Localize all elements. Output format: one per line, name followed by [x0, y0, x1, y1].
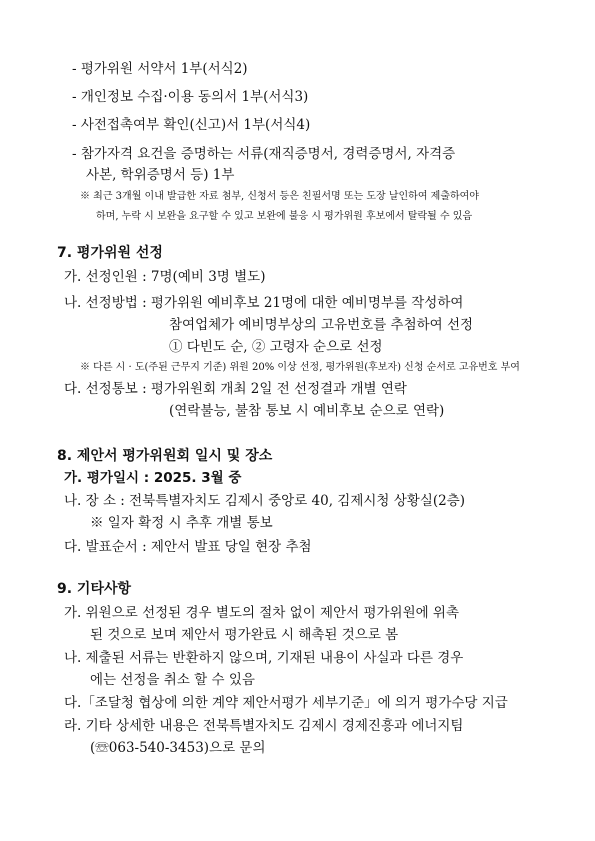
note-text: ※ 다른 시 · 도(주된 근무지 기준) 위원 20% 이상 선정, 평가위원(후보자) 신청 순서로 고유번호 부여: [80, 362, 520, 373]
section-title: 7. 평가위원 선정: [57, 245, 163, 261]
note-text: ※ 일자 확정 시 추후 개별 통보: [90, 515, 273, 531]
note-text: ※ 최근 3개월 이내 발급한 자료 첨부, 신청서 등은 친필서명 또는 도장 날인하여 제출하여야: [80, 191, 479, 202]
item-text: 나. 선정방법 : 평가위원 예비후보 21명에 대한 예비명부를 작성하여: [64, 295, 464, 311]
item-text: 가. 위원으로 선정된 경우 별도의 절차 없이 제안서 평가위원에 위촉: [64, 605, 460, 621]
item-text: 가. 선정인원 : 7명(예비 3명 별도): [64, 269, 266, 285]
section-title: 9. 기타사항: [57, 581, 132, 597]
item-text: 라. 기타 상세한 내용은 전북특별자치도 김제시 경제진흥과 에너지팀: [64, 718, 464, 734]
list-item: - 평가위원 서약서 1부(서식2): [72, 61, 248, 77]
item-text-continuation: (연락불능, 불참 통보 시 예비후보 순으로 연락): [169, 403, 445, 419]
list-item: - 참가자격 요건을 증명하는 서류(재직증명서, 경력증명서, 자격증: [72, 146, 456, 162]
item-text-continuation: 된 것으로 보며 제안서 평가완료 시 해촉된 것으로 봄: [90, 627, 399, 643]
item-text: 나. 장 소 : 전북특별자치도 김제시 중앙로 40, 김제시청 상황실(2층): [64, 493, 466, 509]
section-title: 8. 제안서 평가위원회 일시 및 장소: [57, 448, 273, 464]
item-text-continuation: ① 다빈도 순, ② 고령자 순으로 선정: [169, 339, 383, 355]
list-item-continuation: 사본, 학위증명서 등) 1부: [86, 167, 235, 183]
note-text: 하며, 누락 시 보완을 요구할 수 있고 보완에 불응 시 평가위원 후보에서 탈락될 수 있음: [96, 211, 473, 222]
item-text-bold: 가. 평가일시 : 2025. 3월 중: [64, 470, 242, 486]
list-item: - 사전접촉여부 확인(신고)서 1부(서식4): [72, 117, 311, 133]
list-item: - 개인정보 수집·이용 동의서 1부(서식3): [72, 89, 309, 105]
item-text: 다. 발표순서 : 제안서 발표 당일 현장 추첨: [64, 539, 312, 555]
item-text: 다. 선정통보 : 평가위원회 개최 2일 전 선정결과 개별 연락: [64, 381, 407, 397]
item-text-continuation: 에는 선정을 취소 할 수 있음: [90, 672, 255, 688]
item-text: 나. 제출된 서류는 반환하지 않으며, 기재된 내용이 사실과 다른 경우: [64, 650, 464, 666]
item-text: 다.「조달청 협상에 의한 계약 제안서평가 세부기준」에 의거 평가수당 지급: [64, 695, 508, 711]
item-text-continuation: (☏063-540-3453)으로 문의: [90, 740, 266, 756]
item-text-continuation: 참여업체가 예비명부상의 고유번호를 추첨하여 선정: [169, 317, 474, 333]
